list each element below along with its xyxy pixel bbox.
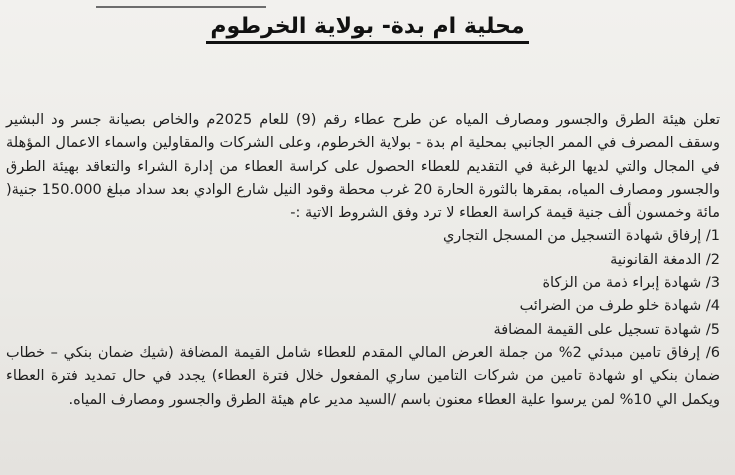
- document-title: [0, 14, 735, 39]
- condition-item: 4/ شهادة خلو طرف من الضرائب: [519, 298, 720, 315]
- condition-item: 5/ شهادة تسجيل على القيمة المضافة: [493, 321, 720, 338]
- condition-item: 6/ إرفاق تامين مبدئي 2% من جملة العرض المالي المقدم للعطاء شامل القيمة المضافة (شيك ضمان بنكي – خطاب ضمان بنكي او شهادة تامين من شركات التامين ساري المفعول خلال فترة العطاء) يجدد في حال تمديد فترة العطاء ويكمل الي 10% لمن يرسوا علية العطاء معنون باسم /السيد مدير عام هيئة الطرق والجسور ومصارف المياه.: [6, 344, 720, 408]
- condition-item: 1/ إرفاق شهادة التسجيل من المسجل التجاري: [442, 228, 720, 245]
- intro-paragraph: تعلن هيئة الطرق والجسور ومصارف المياه عن طرح عطاء رقم (9) للعام 2025م والخاص بصيانة جسر ود البشير وسقف المصرف في الممر الجانبي بمحلية ام بدة - بولاية الخرطوم، وعلى الشركات والمقاولين واسماء الاعمال المؤهلة في المجال والتي لديها الرغبة في التقديم للعطاء الحصول على كراسة العطاء من إدارة الشراء والتعاقد بهيئة الطرق والجسور ومصارف المياه، بمقرها بالثورة الحارة 20 غرب محطة وقود النيل شارع الوادي بعد سداد مبلغ 150.000 جنية( مائة وخمسون ألف جنية قيمة كراسة العطاء لا ترد وفق الشروط الاتية :-: [6, 112, 721, 222]
- condition-item: 3/ شهادة إبراء ذمة من الزكاة: [542, 275, 720, 292]
- title-text: محلية ام بدة- بولاية الخرطوم: [206, 14, 528, 44]
- announcement-body: [6, 109, 720, 412]
- condition-item: 2/ الدمغة القانونية: [610, 251, 720, 268]
- header-underline-fragment: [96, 0, 266, 8]
